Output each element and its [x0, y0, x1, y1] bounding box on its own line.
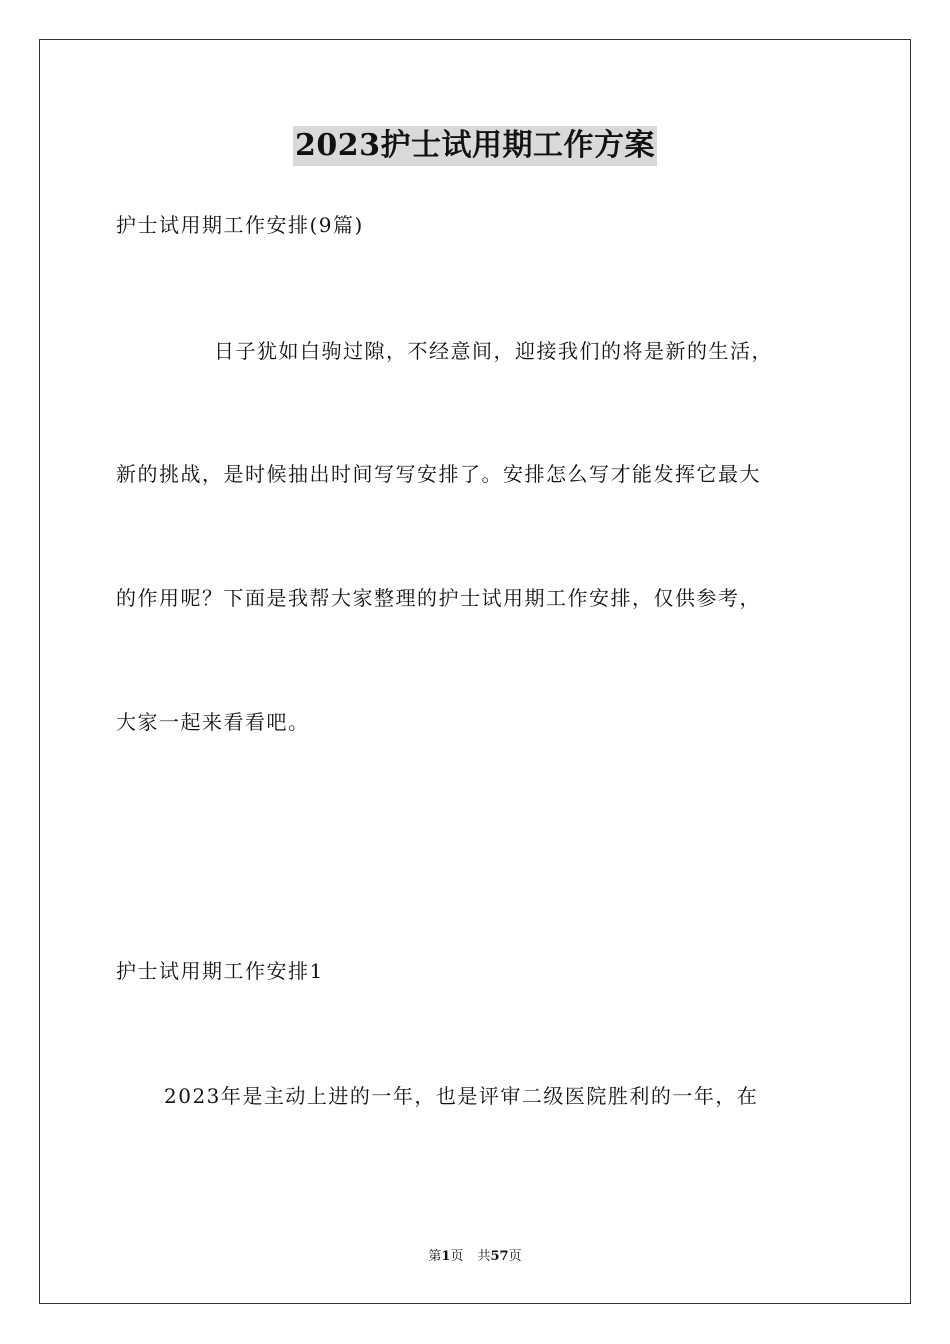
footer-total-suffix: 页: [508, 1249, 522, 1264]
footer-page-suffix: 页: [450, 1249, 464, 1264]
footer-page-prefix: 第: [428, 1249, 442, 1264]
page-footer: [0, 1248, 950, 1266]
intro-line-4: 大家一起来看看吧。: [116, 710, 310, 734]
title-container: [0, 126, 950, 166]
intro-line-2: 新的挑战，是时候抽出时间写写安排了。安排怎么写才能发挥它最大: [116, 462, 761, 486]
intro-line-3: 的作用呢？下面是我帮大家整理的护士试用期工作安排，仅供参考，: [116, 586, 761, 610]
footer-page-number: 1: [441, 1249, 451, 1264]
document-title: 2023护士试用期工作方案: [293, 126, 657, 166]
intro-line-1: 日子犹如白驹过隙，不经意间，迎接我们的将是新的生活，: [214, 339, 773, 363]
section-heading: 护士试用期工作安排1: [116, 959, 324, 983]
section-line-1: 2023年是主动上进的一年，也是评审二级医院胜利的一年，在: [164, 1084, 759, 1108]
document-subtitle: 护士试用期工作安排(9篇): [116, 213, 364, 237]
footer-total-prefix: 共: [477, 1249, 491, 1264]
footer-total-pages: 57: [490, 1249, 509, 1264]
